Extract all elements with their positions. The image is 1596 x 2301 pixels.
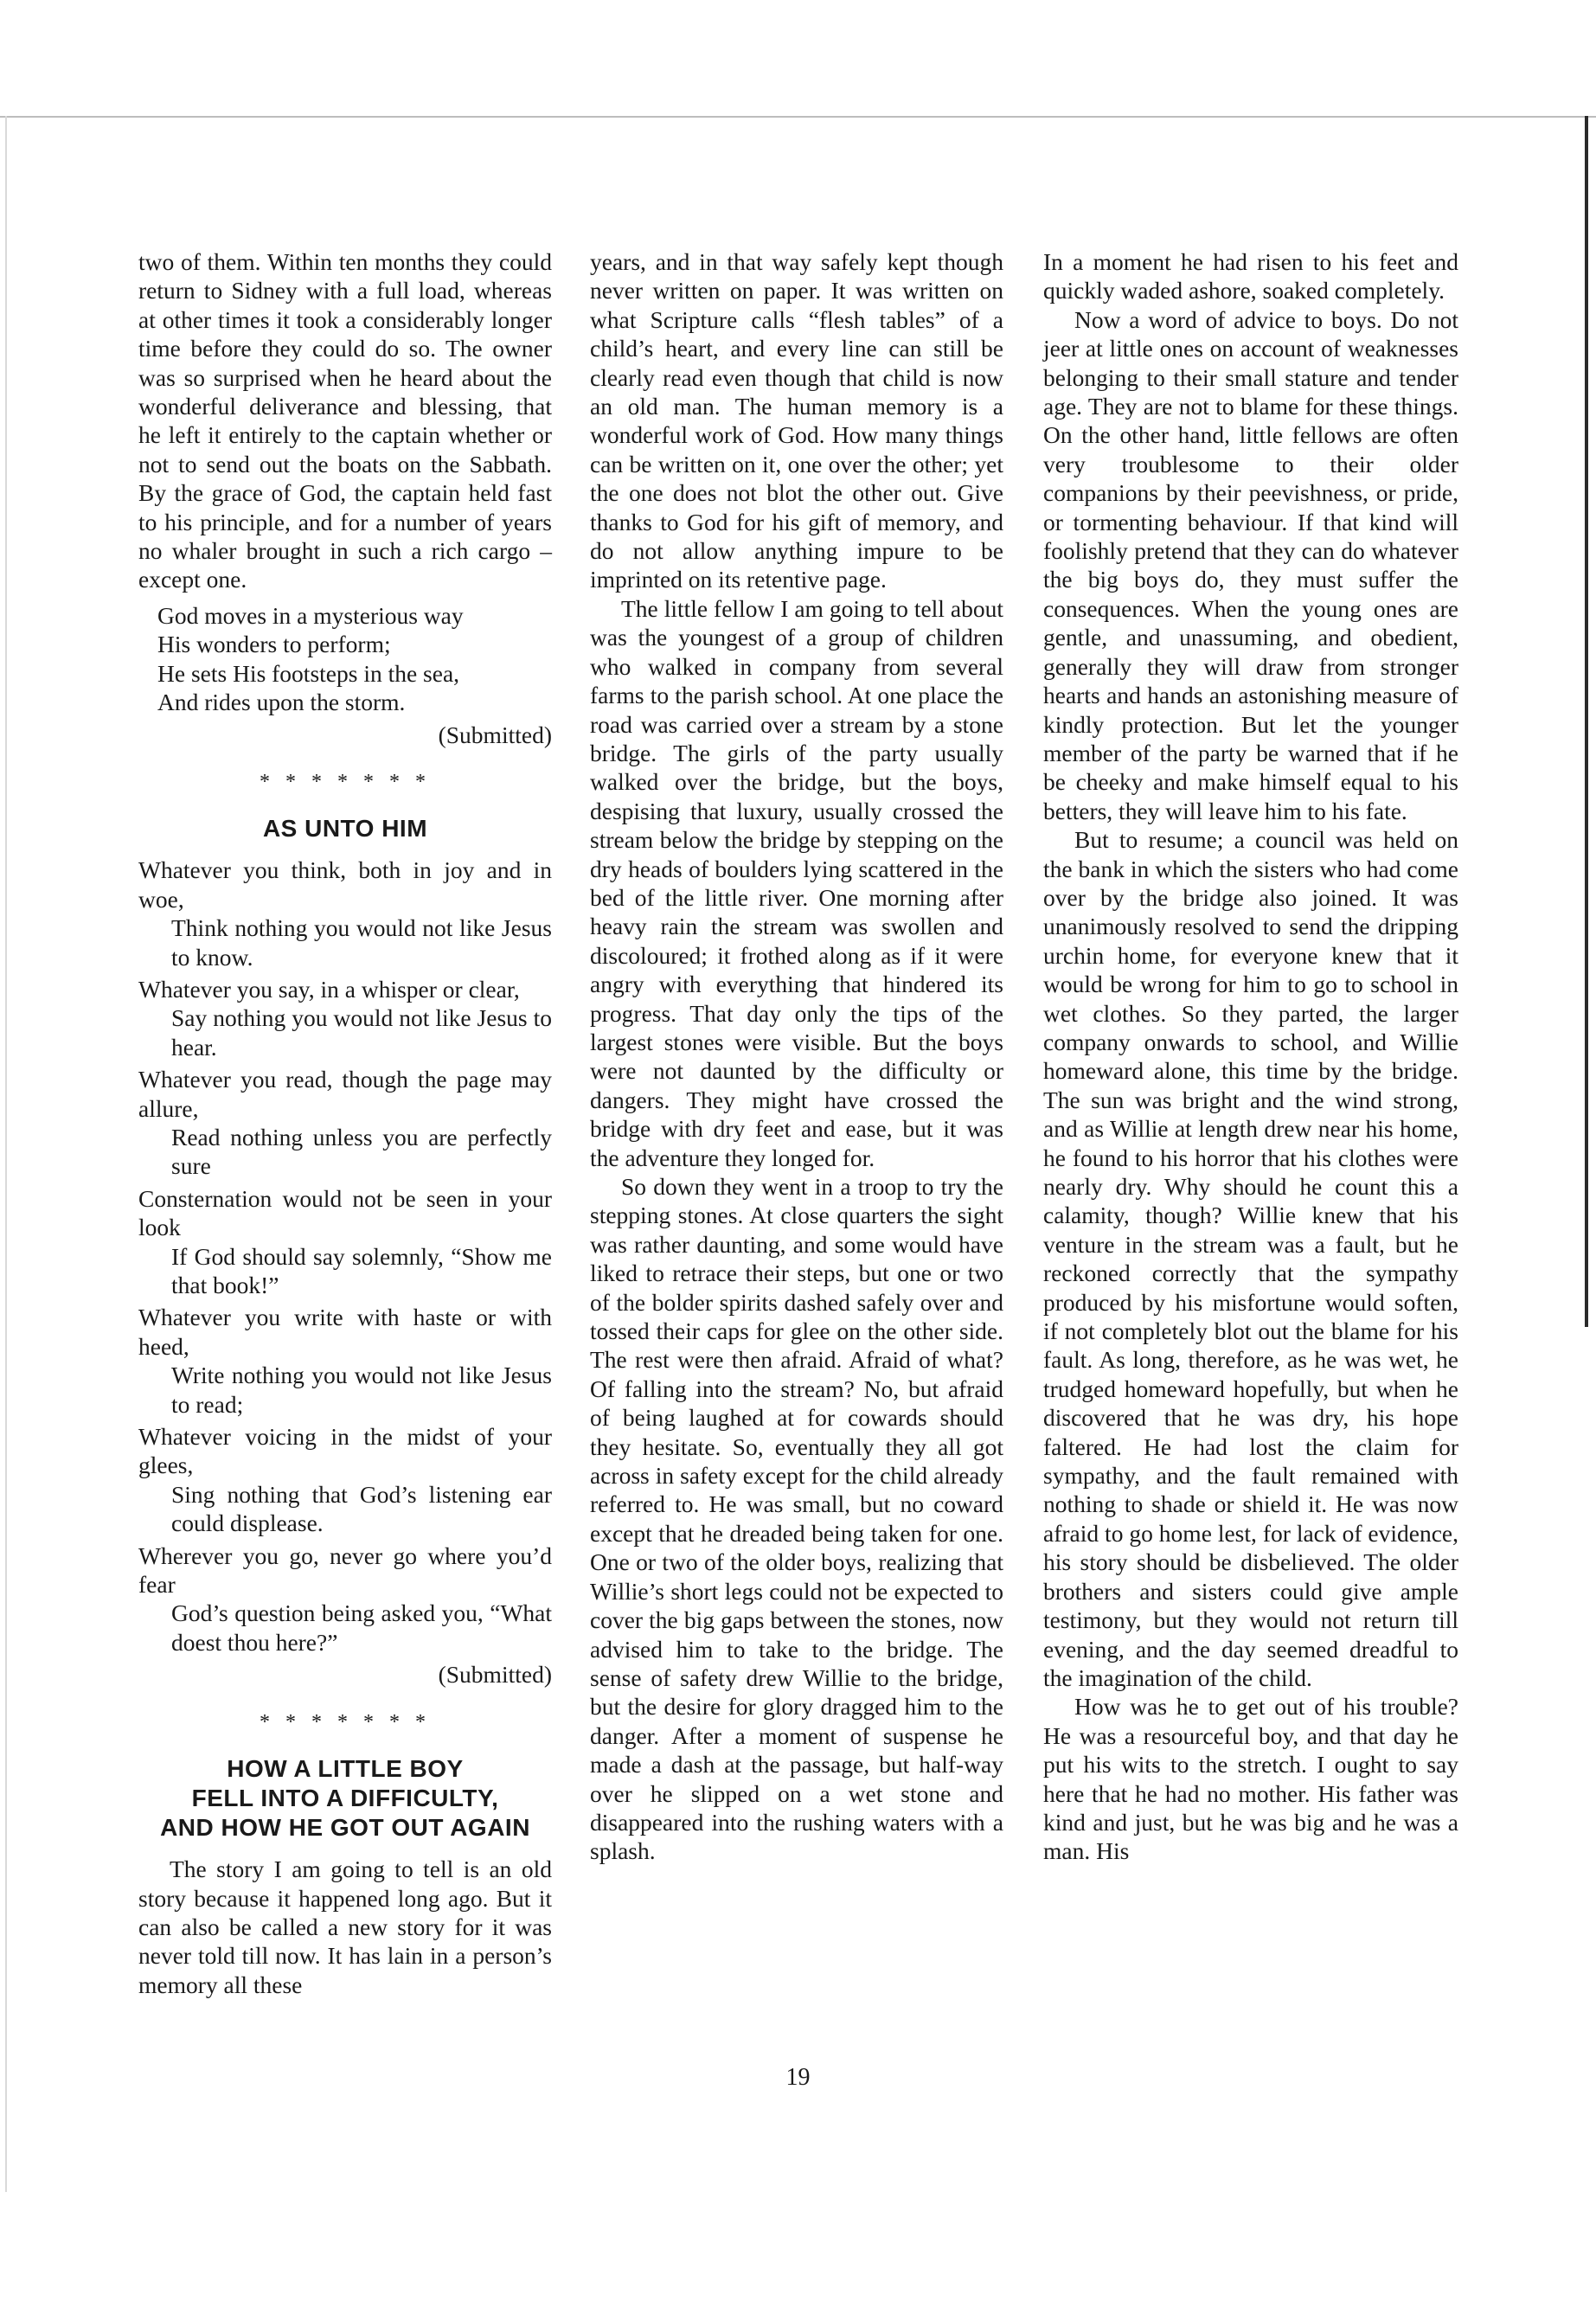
paragraph: years, and in that way safely kept though never written on paper. It was written on what Scripture calls “flesh tables” of a child’s heart, and every line can still be clearly read even though that child is now an old man. The human memory is a wonderful work of God. How many things can be written on it, one over the other; yet the one does not blot the other out. Give thanks to God for his gift of memory, and do not allow anything impure to be imprinted on its retentive page. [590, 248, 1003, 593]
page-left-edge [5, 116, 7, 2192]
page-right-edge [1585, 116, 1588, 1327]
stanza-line: Think nothing you would not like Jesus to know. [171, 914, 552, 971]
heading-line: AND HOW HE GOT OUT AGAIN [160, 1814, 530, 1842]
stanza-line: Read nothing unless you are perfectly sure [171, 1123, 552, 1180]
paragraph: two of them. Within ten months they could return to Sidney with a full load, whereas at other times it took a considerably longer time before they could do so. The owner was so surprised when he heard about the wonderful deliverance and blessing, that he left it entirely to the captain whether or not to send out the boats on the Sabbath. By the grace of God, the captain held fast to his principle, and for a number of years no whaler brought in such a rich cargo – except one. [138, 248, 552, 593]
poem-line: His wonders to perform; [157, 631, 391, 658]
poem [157, 601, 552, 717]
paragraph: The little fellow I am going to tell about was the youngest of a group of children who walked in company from several farms to the parish school. At one place the road was carried over a stream by a stone bridge. The girls of the party usually walked over the bridge, but the boys, despising that luxury, usually crossed the stream below the bridge by stepping on the dry heads of boulders lying scattered in the bed of the little river. One morning after heavy rain the stream was swollen and discoloured; it frothed along as if it were angry with everything that hindered its progress. That day only the tips of the largest stones were visible. But the boys were not daunted by the difficulty or dangers. They might have crossed the bridge with dry feet and ease, but it was the adventure they longed for. [590, 594, 1003, 1171]
poem-line: God moves in a mysterious way [157, 601, 464, 629]
section-divider: * * * * * * * [260, 1710, 431, 1734]
stanza-line: Whatever you say, in a whisper or clear, [138, 975, 520, 1003]
stanza-line: Sing nothing that God’s listening ear could displease. [171, 1480, 552, 1537]
stanza-line: Whatever you write with haste or with heed, [138, 1304, 552, 1360]
paragraph: The story I am going to tell is an old story because it happened long ago. But it can also be called a new story for it was never told till now. It has lain in a person’s memory all these [138, 1856, 552, 1998]
stanza-line: Say nothing you would not like Jesus to hear. [171, 1004, 552, 1061]
paragraph: So down they went in a troop to try the stepping stones. At close quarters the sight was rather daunting, and some would have liked to retrace their steps, but one or two of the bolder spirits dashed safely over and tossed their caps for glee on the other side. The rest were then afraid. Afraid of what? Of falling into the stream? No, but afraid of being laughed at for cowards should they hesitate. So, eventually they all got across in safety except for the child already referred to. He was small, but no coward except that he dreaded being taken for one. One or two of the older boys, realizing that Willie’s short legs could not be expected to cover the big gaps between the stones, now advised him to take to the bridge. The sense of safety drew Willie to the bridge, but the desire for glory dragged him to the danger. After a moment of suspense he made a dash at the passage, but half-way over he slipped on a wet stone and disappeared into the rushing waters with a splash. [590, 1173, 1003, 1865]
column-2 [590, 247, 1003, 1866]
stanza-line: If God should say solemnly, “Show me that book!” [171, 1242, 552, 1298]
stanza-line: Write nothing you would not like Jesus to read; [171, 1362, 552, 1418]
page-number: 19 [785, 2064, 811, 2091]
paragraph: Now a word of advice to boys. Do not jeer at little ones on account of weaknesses belonging to their small stature and tender age. They are not to blame for these things. On the other hand, little fellows are often very troublesome to their older companions by their peevishness, or pride, or tormenting behaviour. If that kind will foolishly pretend that they can do whatever the big boys do, they must suffer the consequences. When the young ones are gentle, and unassuming, and obedient, generally they will draw from stronger hearts and hands an astonishing measure of kindly protection. But let the younger member of the party be warned that if he be cheeky and make himself equal to his betters, they will leave him to his fate. [1043, 305, 1458, 824]
paragraph: But to resume; a council was held on the bank in which the sisters who had come over by the bridge also joined. It was unanimously resolved to send the dripping urchin home, for everyone knew that it would be wrong for him to go to school in wet clothes. So they parted, the larger company onwards to school, and Willie homeward alone, this time by the bridge. The sun was bright and the wind strong, and as Willie at length drew near his home, he found to his horror that his clothes were nearly dry. Why should he count this a calamity, though? Willie knew that his venture in the stream was a fault, but he reckoned correctly that the sympathy produced by his misfortune would soften, if not completely blot out the blame for his fault. As long, therefore, as he was wet, he trudged homeward hopefully, but when he discovered that he was dry, his hope faltered. He had lost the claim for sympathy, and the fault remained with nothing to shade or shield it. He was now afraid to go home lest, for lack of evidence, his story should be disbelieved. The older brothers and sisters could give ample testimony, but they would not return till evening, and the day seemed dreadful to the imagination of the child. [1043, 826, 1458, 1691]
stanza-line: Whatever voicing in the midst of your glees, [138, 1423, 552, 1479]
stanza-line: Wherever you go, never go where you’d fear [138, 1541, 552, 1599]
poem-as-unto-him [138, 856, 552, 1657]
column-3 [1043, 247, 1458, 1866]
paragraph: How was he to get out of his trouble? He was a resourceful boy, and that day he put his wits to the stretch. I ought to say here that he had no mother. His father was kind and just, but he was big and he was a man. His [1043, 1693, 1458, 1865]
article-heading [138, 1754, 552, 1843]
stanza-line: God’s question being asked you, “What doest thou here?” [171, 1599, 552, 1656]
heading-line: HOW A LITTLE BOY [227, 1755, 464, 1783]
stanza-line: Whatever you read, though the page may allure, [138, 1066, 552, 1122]
stanza-line: Whatever you think, both in joy and in woe, [138, 856, 552, 913]
paragraph: In a moment he had risen to his feet and quickly waded ashore, soaked completely. [1043, 248, 1458, 304]
poem-line: He sets His footsteps in the sea, [157, 659, 460, 687]
page-top-edge [0, 116, 1596, 118]
poem-line: And rides upon the storm. [157, 689, 406, 716]
stanza-line: Consternation would not be seen in your look [138, 1184, 552, 1241]
section-divider: * * * * * * * [260, 770, 431, 793]
column-1 [138, 247, 552, 1999]
heading-line: FELL INTO A DIFFICULTY, [191, 1785, 499, 1812]
article-heading: AS UNTO HIM [262, 815, 428, 843]
submitted-attribution: (Submitted) [438, 721, 552, 748]
submitted-attribution: (Submitted) [438, 1661, 552, 1689]
